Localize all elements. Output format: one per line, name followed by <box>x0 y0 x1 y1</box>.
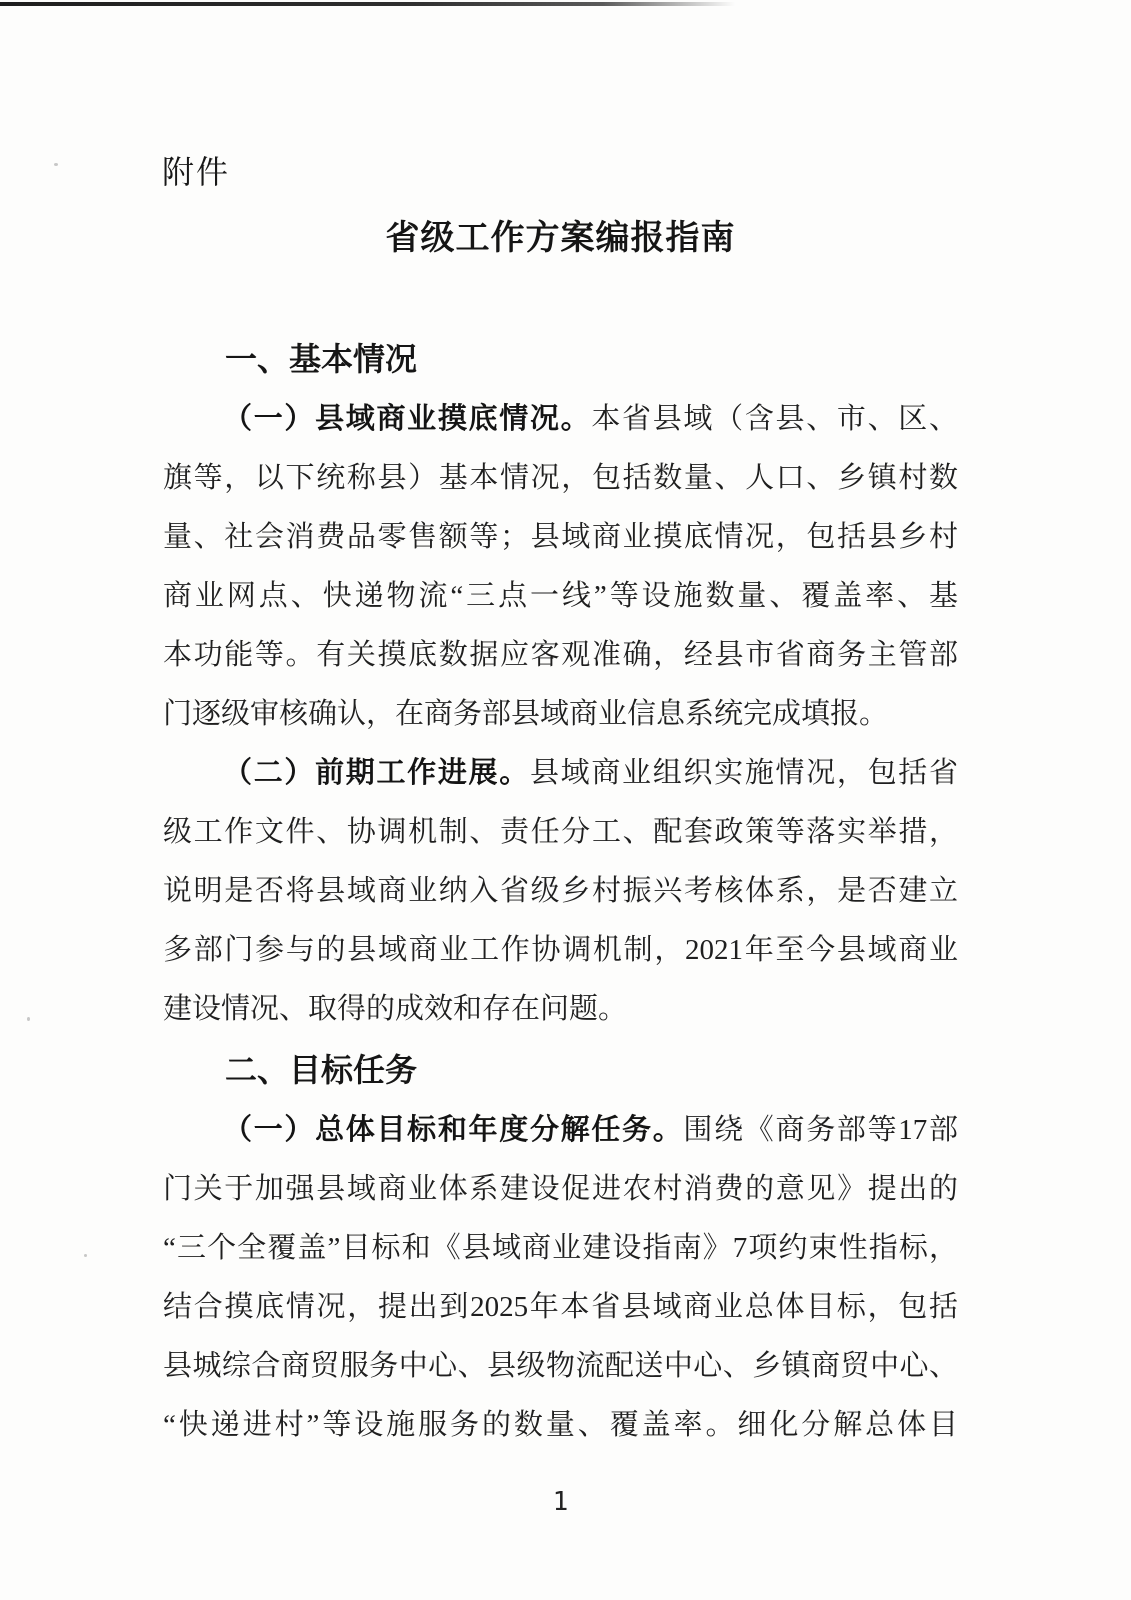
text-line <box>163 744 958 803</box>
text-line: 说明是否将县域商业纳入省级乡村振兴考核体系，是否建立 <box>163 875 958 907</box>
body-text: 本省县域（含县、市、区、 <box>591 403 958 435</box>
text-line: 旗等，以下统称县）基本情况，包括数量、人口、乡镇村数 <box>163 462 958 494</box>
text-line <box>163 390 958 449</box>
bold-lead-text: （二）前期工作进展。 <box>223 757 530 789</box>
text-line: 量、社会消费品零售额等；县域商业摸底情况，包括县乡村 <box>163 521 958 553</box>
text-line: 多部门参与的县域商业工作协调机制，2021年至今县域商业 <box>163 934 958 966</box>
section-2-heading: 二、目标任务 <box>225 1052 418 1088</box>
text-line: “三个全覆盖”目标和《县域商业建设指南》7项约束性指标， <box>163 1232 958 1264</box>
text-line: “快递进村”等设施服务的数量、覆盖率。细化分解总体目 <box>163 1409 958 1441</box>
scan-speck <box>84 1254 87 1257</box>
attachment-label: 附件 <box>162 154 231 190</box>
scan-artifact-line <box>0 2 735 6</box>
bold-lead-text: （一）总体目标和年度分解任务。 <box>223 1114 684 1146</box>
text-line <box>163 1101 958 1160</box>
section-2-paragraph-1 <box>163 1101 958 1455</box>
text-line: 门逐级审核确认，在商务部县域商业信息系统完成填报。 <box>163 698 889 730</box>
bold-lead-text: （一）县域商业摸底情况。 <box>223 403 592 435</box>
text-line: 建设情况、取得的成效和存在问题。 <box>163 993 628 1025</box>
page-number: 1 <box>552 1487 569 1517</box>
body-text: 县域商业组织实施情况，包括省 <box>529 757 958 789</box>
document-body <box>163 328 958 1455</box>
text-line: 县城综合商贸服务中心、县级物流配送中心、乡镇商贸中心、 <box>163 1350 958 1382</box>
section-1-heading: 一、基本情况 <box>225 341 418 377</box>
section-1-paragraph-2 <box>163 744 958 1039</box>
text-line: 门关于加强县域商业体系建设促进农村消费的意见》提出的 <box>163 1173 958 1205</box>
body-text: 围绕《商务部等17部 <box>683 1114 958 1146</box>
text-line: 结合摸底情况，提出到2025年本省县域商业总体目标，包括 <box>163 1291 958 1323</box>
text-line: 商业网点、快递物流“三点一线”等设施数量、覆盖率、基 <box>163 580 958 612</box>
text-line: 级工作文件、协调机制、责任分工、配套政策等落实举措， <box>163 816 958 848</box>
scan-speck <box>54 163 58 166</box>
scan-speck <box>27 1017 30 1021</box>
section-1-paragraph-1 <box>163 390 958 744</box>
document-title: 省级工作方案编报指南 <box>385 219 736 257</box>
text-line: 本功能等。有关摸底数据应客观准确，经县市省商务主管部 <box>163 639 958 671</box>
